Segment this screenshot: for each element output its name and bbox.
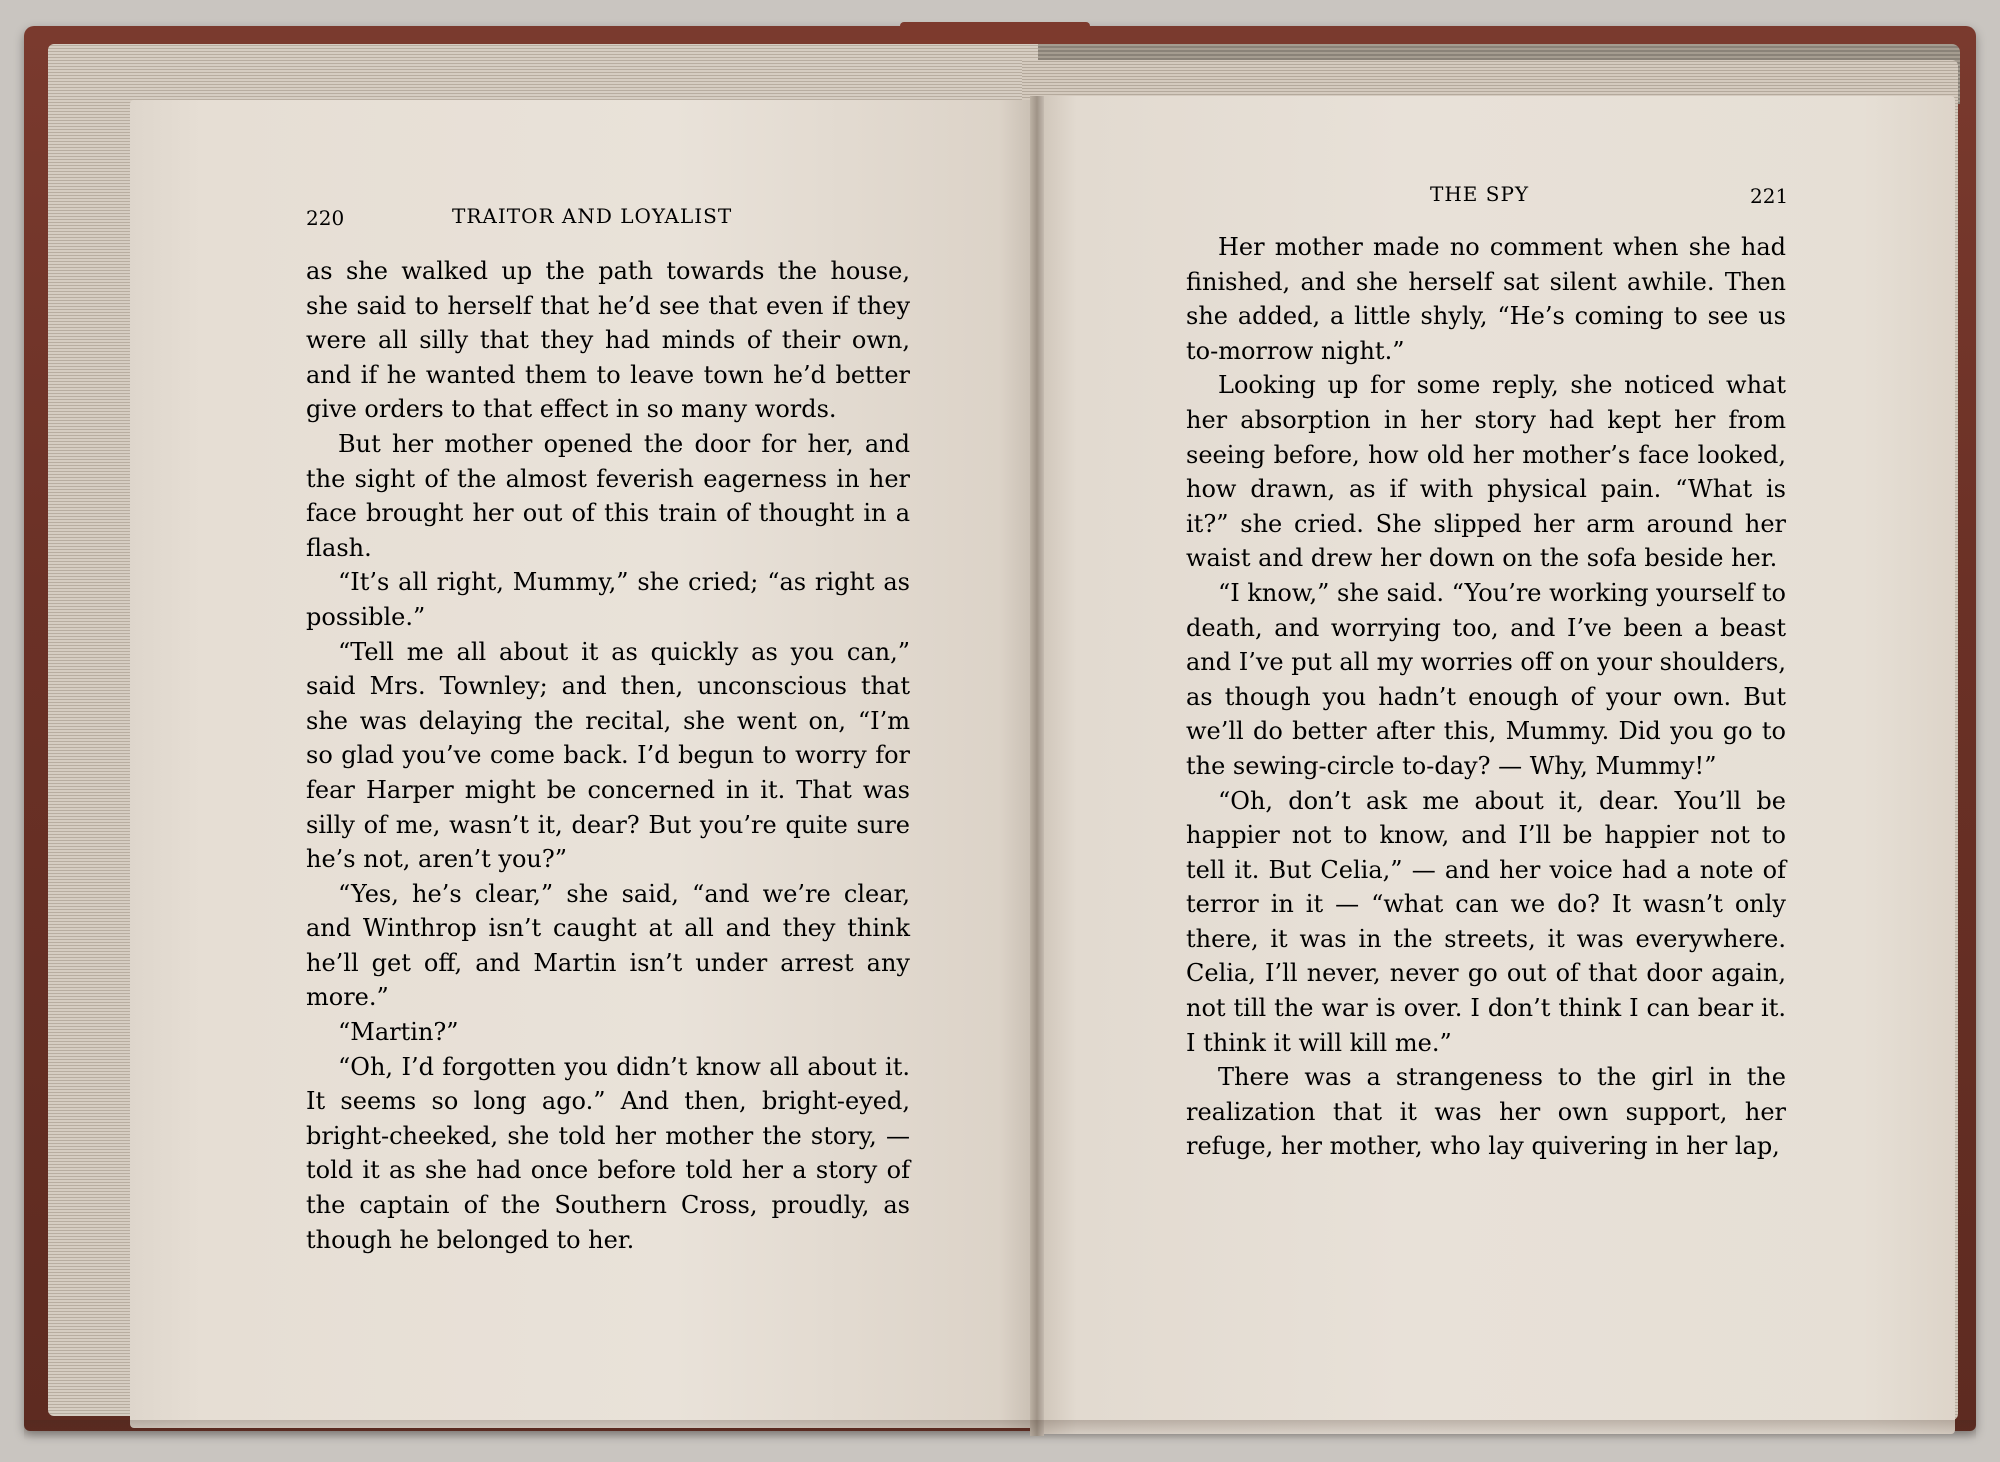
paragraph: “I know,” she said. “You’re working yourself to death, and worrying too, and I’ve been a beast and I’ve put all my worries off on your shoulders, as though you hadn’t enough of your own. But we’ll do better after this, Mummy. Did you go to the sewing-circle to-day? — Why, Mummy!” bbox=[1186, 578, 1786, 780]
right-page-text bbox=[1186, 230, 1786, 1164]
paragraph: “Tell me all about it as quickly as you can,” said Mrs. Townley; and then, unconscious that she was delaying the recital, she went on, “I’m so glad you’ve come back. I’d begun to worry for fear Harper might be concerned in it. That was silly of me, wasn’t it, dear? But you’re quite sure he’s not, aren’t you?” bbox=[306, 637, 910, 874]
paragraph: But her mother opened the door for her, and the sight of the almost feverish eagerness in her face brought her out of this train of thought in a flash. bbox=[306, 429, 910, 562]
book-shadow bbox=[24, 1420, 1976, 1440]
paragraph: There was a strangeness to the girl in the realization that it was her own support, her refuge, her mother, who lay quivering in her lap, bbox=[1186, 1063, 1786, 1161]
paragraph: Looking up for some reply, she noticed what her absorption in her story had kept her from seeing before, how old her mother’s face looked, how drawn, as if with physical pain. “What is it?” she cried. She slipped her arm around her waist and drew her down on the sofa beside her. bbox=[1186, 371, 1786, 573]
right-page-number: 221 bbox=[1750, 184, 1789, 208]
left-running-head: TRAITOR AND LOYALIST bbox=[452, 204, 733, 228]
left-page-text bbox=[306, 254, 910, 1257]
paragraph: Her mother made no comment when she had finished, and she herself sat silent awhile. Then she added, a little shyly, “He’s coming to see us to-morrow night.” bbox=[1186, 233, 1786, 365]
paragraph: “It’s all right, Mummy,” she cried; “as right as possible.” bbox=[306, 568, 910, 631]
paragraph: “Martin?” bbox=[338, 1018, 459, 1047]
paragraph: “Oh, I’d forgotten you didn’t know all about it. It seems so long ago.” And then, bright-eyed, bright-cheeked, she told her mother the story, — told it as she had once before told her a story of the captain of the Southern Cross, proudly, as though he belonged to her. bbox=[306, 1052, 910, 1254]
paragraph: “Oh, don’t ask me about it, dear. You’ll be happier not to know, and I’ll be happier not to tell it. But Celia,” — and her voice had a note of terror in it — “what can we do? It wasn’t only there, it was in the streets, it was everywhere. Celia, I’ll never, never go out of that door again, not till the war is over. I don’t think I can bear it. I think it will kill me.” bbox=[1186, 786, 1786, 1057]
left-page-number: 220 bbox=[306, 206, 345, 230]
right-running-head: THE SPY bbox=[1430, 182, 1530, 206]
paragraph: “Yes, he’s clear,” she said, “and we’re clear, and Winthrop isn’t caught at all and they think he’ll get off, and Martin isn’t under arrest any more.” bbox=[306, 879, 910, 1012]
paragraph: as she walked up the path towards the house, she said to herself that he’d see that even if they were all silly that they had minds of their own, and if he wanted them to leave town he’d better give orders to that effect in so many words. bbox=[306, 257, 910, 424]
book-gutter bbox=[1030, 96, 1044, 1436]
